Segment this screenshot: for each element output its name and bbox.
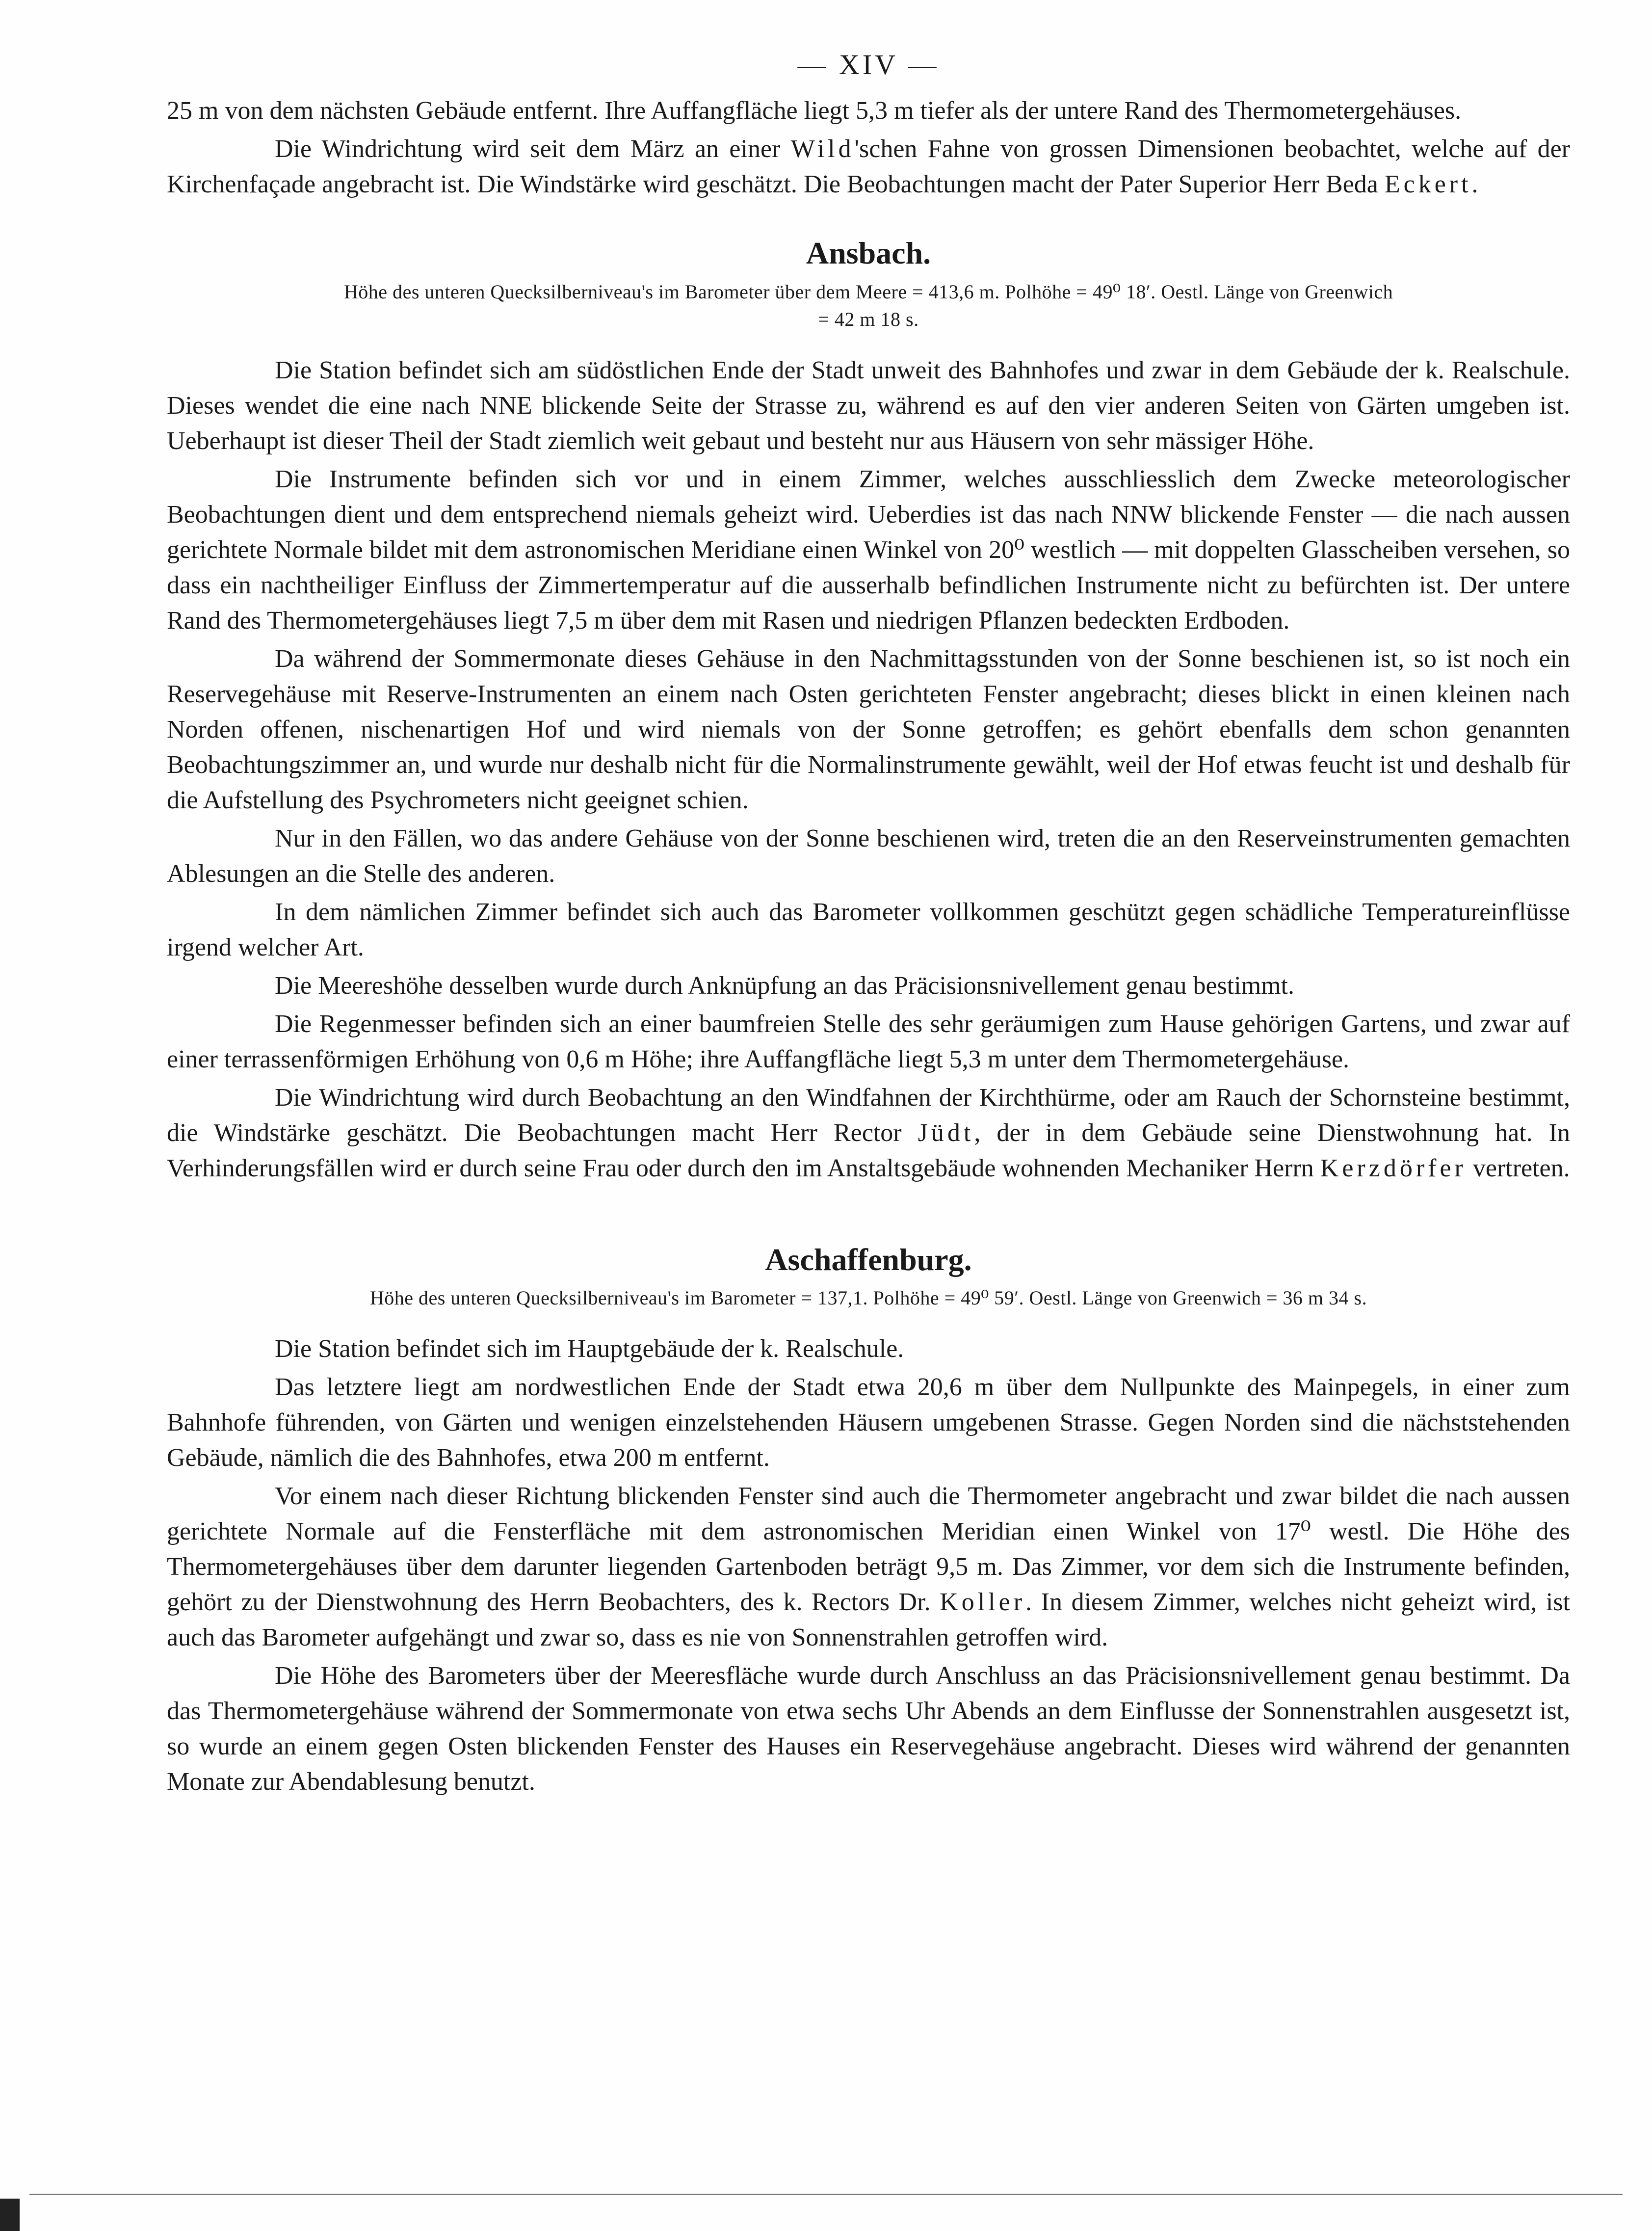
page-number: — XIV —: [797, 49, 940, 80]
ansbach-p8-name-2: Kerzdörfer: [1320, 1154, 1467, 1182]
aschaffenburg-paragraph-3: [167, 1479, 1570, 1655]
asch-p3-text-a: Vor einem nach dieser Richtung blickenden Fenster sind auch die Thermometer angebracht und zwar bildet die nach aussen gerichtete Normale auf die Fensterfläche mit dem astronomischen Meridian einen Winkel von 17⁰ westl. Die Höhe des Thermometergehäuses über dem darunter liegenden Gartenboden beträgt 9,5 m. Das Zimmer, vor dem sich die Instrumente befinden, gehört zu der Dienstwohnung des Herrn Beobachters, des k. Rectors Dr.: [167, 1482, 1570, 1617]
intro-p2-wild: Wild: [790, 134, 855, 163]
bottom-rule-divider: [29, 2194, 1623, 2195]
intro-p2-name: Eckert: [1384, 170, 1472, 198]
ansbach-p8-name-1: Jüdt: [918, 1118, 974, 1147]
page-content: [167, 49, 1570, 1800]
ansbach-paragraph-1: Die Station befindet sich am südöstlichen Ende der Stadt unweit des Bahnhofes und zwar in dem Gebäude der k. Realschule. Dieses wendet die eine nach NNE blickende Seite der Strasse zu, während es auf den vier anderen Seiten von Gärten umgeben ist. Ueberhaupt ist dieser Theil der Stadt ziemlich weit gebaut und besteht nur aus Häusern von sehr mässiger Höhe.: [167, 356, 1570, 455]
ansbach-paragraph-3: Da während der Sommermonate dieses Gehäuse in den Nachmittagsstunden von der Sonne beschienen ist, so ist noch ein Reservegehäuse mit Reserve-Instrumenten an einem nach Osten gerichteten Fenster angebracht; dieses blickt in einen kleinen nach Norden offenen, nischenartigen Hof und wird niemals von der Sonne getroffen; es gehört ebenfalls dem schon genannten Beobachtungszimmer an, und wurde nur deshalb nicht für die Normalinstrumente gewählt, weil der Hof etwas feucht ist und deshalb für die Aufstellung des Psychrometers nicht geeignet schien.: [167, 644, 1570, 814]
ansbach-heading: Ansbach.: [806, 235, 931, 270]
intro-paragraph-2: [167, 132, 1570, 202]
ansbach-paragraph-4: Nur in den Fällen, wo das andere Gehäuse von der Sonne beschienen wird, treten die an den Reserveinstrumenten gemachten Ablesungen an die Stelle des anderen.: [167, 824, 1570, 888]
ansbach-meta: [167, 278, 1570, 333]
aschaffenburg-heading: Aschaffenburg.: [765, 1242, 972, 1277]
scan-corner-mark: [0, 2199, 20, 2231]
ansbach-paragraph-2: Die Instrumente befinden sich vor und in einem Zimmer, welches ausschliesslich dem Zwecke meteorologischer Beobachtungen dient und dem entsprechend niemals geheizt wird. Ueberdies ist das nach NNW blickende Fenster — die nach aussen gerichtete Normale bildet mit dem astronomischen Meridiane einen Winkel von 20⁰ westlich — mit doppelten Glasscheiben versehen, so dass ein nachtheiliger Einfluss der Zimmertemperatur auf die ausserhalb befindlichen Instrumente nicht zu befürchten ist. Der untere Rand des Thermometergehäuses liegt 7,5 m über dem mit Rasen und niedrigen Pflanzen bedeckten Erdboden.: [167, 465, 1570, 635]
intro-p2-text-b: 'schen Fahne von grossen Dimensionen beobachtet, welche auf der Kirchenfaçade angebracht ist. Die Windstärke wird geschätzt. Die Beobachtungen macht der Pater Superior Herr Beda: [167, 134, 1570, 198]
ansbach-meta-line-1: Höhe des unteren Quecksilberniveau's im Barometer über dem Meere = 413,6 m. Polhöhe = 49⁰ 18′. Oestl. Länge von Greenwich: [343, 280, 1393, 303]
ansbach-paragraph-8: [167, 1080, 1570, 1186]
aschaffenburg-paragraph-4: Die Höhe des Barometers über der Meeresfläche wurde durch Anschluss an das Präcisionsnivellement genau bestimmt. Da das Thermometergehäuse während der Sommermonate von etwa sechs Uhr Abends an dem Einflusse der Sonnenstrahlen ausgesetzt ist, so wurde an einem gegen Osten blickenden Fenster des Hauses ein Reservegehäuse angebracht. Dieses wird während der genannten Monate zur Abendablesung benutzt.: [167, 1662, 1570, 1796]
intro-p2-text-c: .: [1471, 170, 1478, 198]
aschaffenburg-paragraph-1: Die Station befindet sich im Hauptgebäude der k. Realschule.: [275, 1335, 904, 1363]
ansbach-meta-line-2: = 42 m 18 s.: [818, 308, 919, 330]
ansbach-paragraph-5: In dem nämlichen Zimmer befindet sich auch das Barometer vollkommen geschützt gegen schädliche Temperatureinflüsse irgend welcher Art.: [167, 898, 1570, 961]
asch-p3-name: Koller: [940, 1588, 1026, 1617]
ansbach-paragraph-6: Die Meereshöhe desselben wurde durch Anknüpfung an das Präcisionsnivellement genau bestimmt.: [275, 971, 1295, 1000]
intro-p2-text-a: Die Windrichtung wird seit dem März an einer: [275, 134, 791, 163]
ansbach-p8-text-b: , der in dem Gebäude seine Dienstwohnung hat. In Verhinderungsfällen wird er durch seine Frau oder durch den im Anstaltsgebäude wohnenden Mechaniker Herrn: [167, 1118, 1570, 1182]
asch-p3-text-b: . In diesem Zimmer, welches nicht geheizt wird, ist auch das Barometer aufgehängt und zwar so, dass es nie von Sonnenstrahlen getroffen wird.: [167, 1588, 1571, 1652]
aschaffenburg-meta-line-1: Höhe des unteren Quecksilberniveau's im Barometer = 137,1. Polhöhe = 49⁰ 59′. Oestl. Länge von Greenwich = 36 m 34 s.: [369, 1287, 1367, 1309]
aschaffenburg-paragraph-2: Das letztere liegt am nordwestlichen Ende der Stadt etwa 20,6 m über dem Nullpunkte des Mainpegels, in einer zum Bahnhofe führenden, von Gärten und wenigen einzelstehenden Häusern umgebenen Strasse. Gegen Norden sind die nächststehenden Gebäude, nämlich die des Bahnhofes, etwa 200 m entfernt.: [167, 1373, 1570, 1472]
ansbach-p8-text-c: vertreten.: [1466, 1154, 1570, 1182]
aschaffenburg-meta: [167, 1284, 1570, 1312]
ansbach-paragraph-7: Die Regenmesser befinden sich an einer baumfreien Stelle des sehr geräumigen zum Hause gehörigen Gartens, und zwar auf einer terrassenförmigen Erhöhung von 0,6 m Höhe; ihre Auffangfläche liegt 5,3 m unter dem Thermometergehäuse.: [167, 1009, 1570, 1073]
ansbach-p8-text-a: Die Windrichtung wird durch Beobachtung an den Windfahnen der Kirchthürme, oder am Rauch der Schornsteine bestimmt, die Windstärke geschätzt. Die Beobachtungen macht Herr Rector: [167, 1083, 1570, 1147]
intro-paragraph-1: 25 m von dem nächsten Gebäude entfernt. Ihre Auffangfläche liegt 5,3 m tiefer als der untere Rand des Thermometergehäuses.: [167, 96, 1462, 125]
